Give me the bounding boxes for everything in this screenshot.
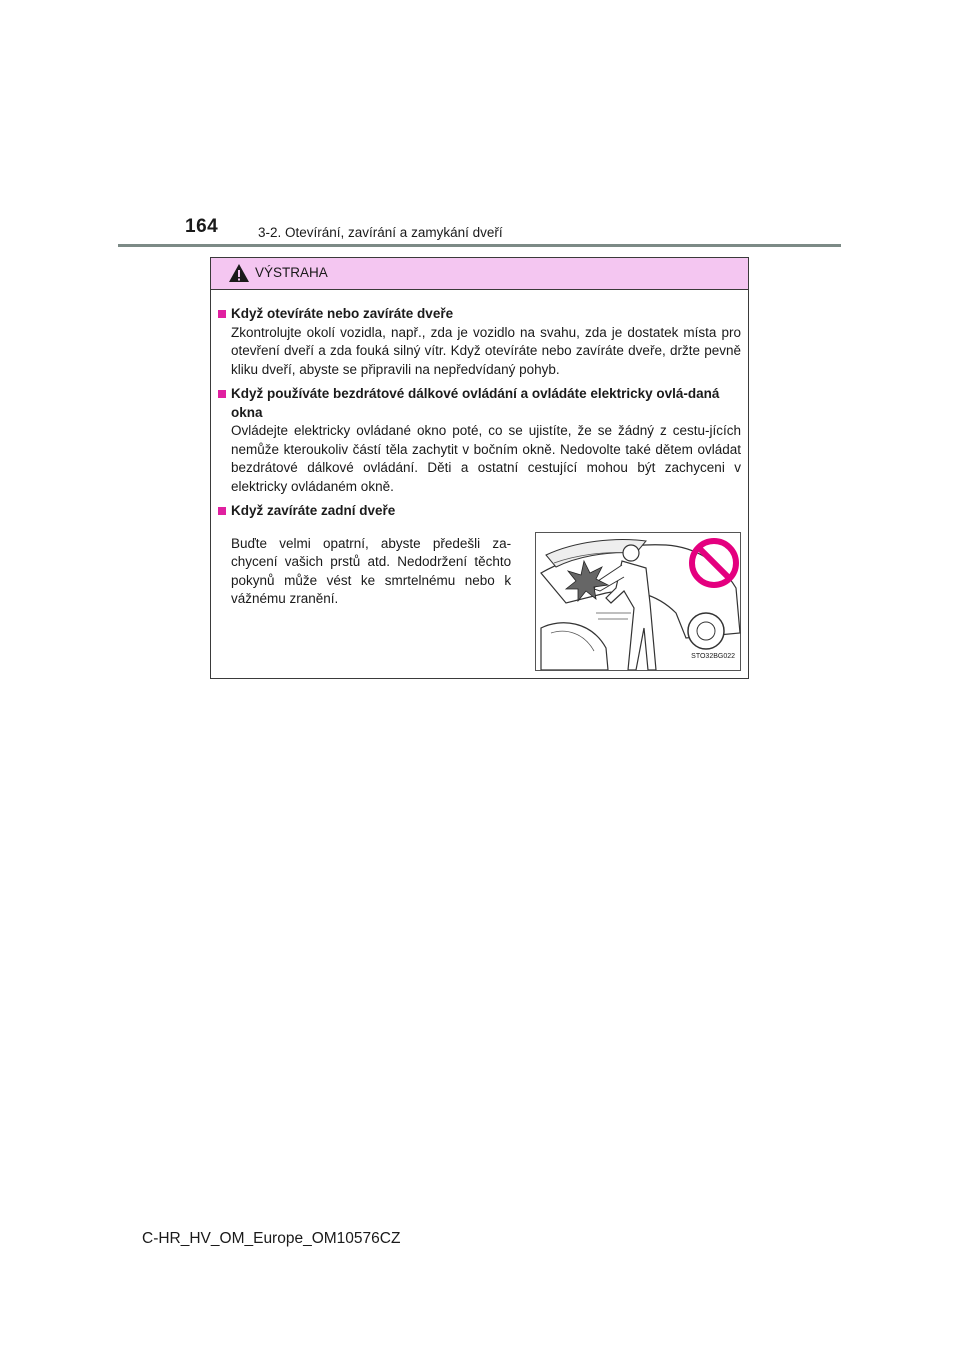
item-text: Buďte velmi opatrní, abyste předešli za-chycení vašich prstů atd. Nedodržení těchto pokynů může vést ke smrtelnému nebo k vážnému zranění.: [231, 535, 512, 606]
item-heading: Když používáte bezdrátové dálkové ovládání a ovládáte elektricky ovlá-daná okna: [231, 386, 720, 420]
warning-item: [218, 385, 741, 496]
warning-item: [218, 502, 741, 671]
warning-item: [218, 305, 741, 379]
warning-title: VÝSTRAHA: [255, 265, 328, 280]
tailgate-warning-illustration: [535, 532, 741, 671]
square-bullet-icon: [218, 390, 226, 398]
illustration-code: STO32BG022: [691, 653, 735, 660]
warning-header: [211, 258, 748, 290]
page-number: 164: [185, 216, 219, 237]
warning-body: [211, 290, 748, 671]
square-bullet-icon: [218, 507, 226, 515]
header-divider: [118, 244, 841, 247]
item-heading: Když zavíráte zadní dveře: [231, 503, 396, 518]
item-heading: Když otevíráte nebo zavíráte dveře: [231, 306, 454, 321]
warning-box: [210, 257, 749, 679]
item-text: Ovládejte elektricky ovládané okno poté, co se ujistíte, že se žádný z cestu-jících nemůže kteroukoliv částí těla zachytit v bočním okně. Nedovolte také dětem ovládat bezdrátové dálkové ovládání. Děti a ostatní cestující mohou být zachyceni v elektricky ovládaném okně.: [231, 423, 741, 494]
document-id: C-HR_HV_OM_Europe_OM10576CZ: [142, 1230, 401, 1247]
section-title: 3-2. Otevírání, zavírání a zamykání dveří: [258, 225, 503, 240]
warning-triangle-icon: [228, 263, 250, 283]
square-bullet-icon: [218, 310, 226, 318]
item-text: Zkontrolujte okolí vozidla, např., zda je vozidlo na svahu, zda je dostatek místa pro otevření dveří a zda fouká silný vítr. Když otevíráte nebo zavíráte dveře, držte pevně kliku dveří, abyste se připravili na nepředvídaný pohyb.: [231, 324, 741, 377]
